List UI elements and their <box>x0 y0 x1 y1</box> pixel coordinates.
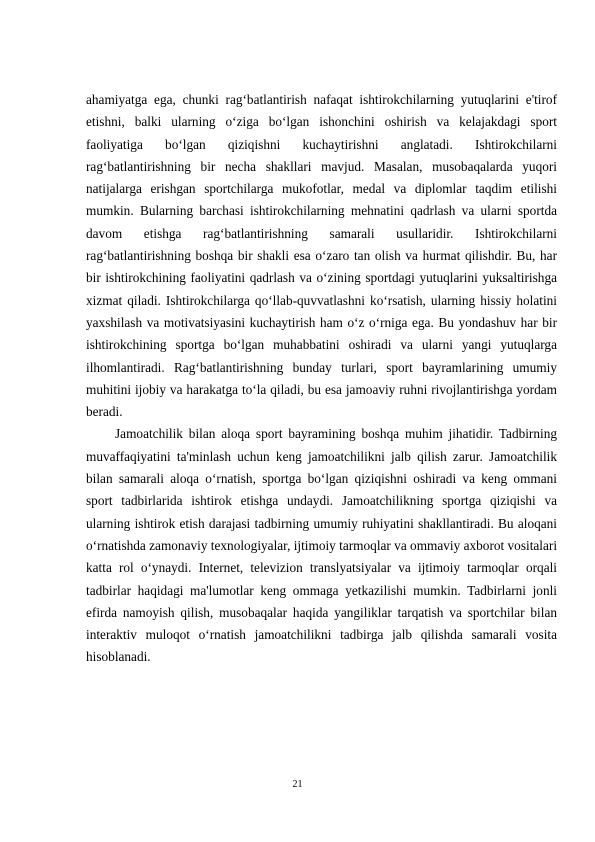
body-text <box>86 89 557 669</box>
page-number: 21 <box>292 779 303 790</box>
paragraph-public-relations: Jamoatchilik bilan aloqa sport bayramining boshqa muhim jihatidir. Tadbirning muvaffaqiyatini ta'minlash uchun keng jamoatchilikni jalb qilish zarur. Jamoatchilik bilan samarali aloqa o‘rnatish, sportga bo‘lgan qiziqishni oshiradi va keng ommani sport tadbirlarida ishtirok etishga undaydi. Jamoatchilikning sportga qiziqishi va ularning ishtirok etish darajasi tadbirning umumiy ruhiyatini shakllantiradi. Bu aloqani o‘rnatishda zamonaviy texnologiyalar, ijtimoiy tarmoqlar va ommaviy axborot vositalari katta rol o‘ynaydi. Internet, televizion translyatsiyalar va ijtimoiy tarmoqlar orqali tadbirlar haqidagi ma'lumotlar keng ommaga yetkazilishi mumkin. Tadbirlarni jonli efirda namoyish qilish, musobaqalar haqida yangiliklar tarqatish va sportchilar bilan interaktiv muloqot o‘rnatish jamoatchilikni tadbirga jalb qilishda samarali vosita hisoblanadi. <box>86 426 558 665</box>
paragraph-continuation: ahamiyatga ega, chunki rag‘batlantirish nafaqat ishtirokchilarning yutuqlarini e'tirof etishni, balki ularning o‘ziga bo‘lgan ishonchini oshirish va kelajakdagi sport faoliyatiga bo‘lgan qiziqishni kuchaytirishni anglatadi. Ishtirokchilarni rag‘batlantirishning bir necha shakllari mavjud. Masalan, musobaqalarda yuqori natijalarga erishgan sportchilarga mukofotlar, medal va diplomlar taqdim etilishi mumkin. Bularning barchasi ishtirokchilarning mehnatini qadrlash va ularni sportda davom etishga rag‘batlantirishning samarali usullaridir. Ishtirokchilarni rag‘batlantirishning boshqa bir shakli esa o‘zaro tan olish va hurmat qilishdir. Bu, har bir ishtirokchining faoliyatini qadrlash va o‘zining sportdagi yutuqlarini yuksaltirishga xizmat qiladi. Ishtirokchilarga qo‘llab-quvvatlashni ko‘rsatish, ularning hissiy holatini yaxshilash va motivatsiyasini kuchaytirish ham o‘z o‘rniga ega. Bu yondashuv har bir ishtirokchining sportga bo‘lgan muhabbatini oshiradi va ularni yangi yutuqlarga ilhomlantiradi. Rag‘batlantirishning bunday turlari, sport bayramlarining umumiy muhitini ijobiy va harakatga to‘la qiladi, bu esa jamoaviy ruhni rivojlantirishga yordam beradi. <box>86 92 557 420</box>
